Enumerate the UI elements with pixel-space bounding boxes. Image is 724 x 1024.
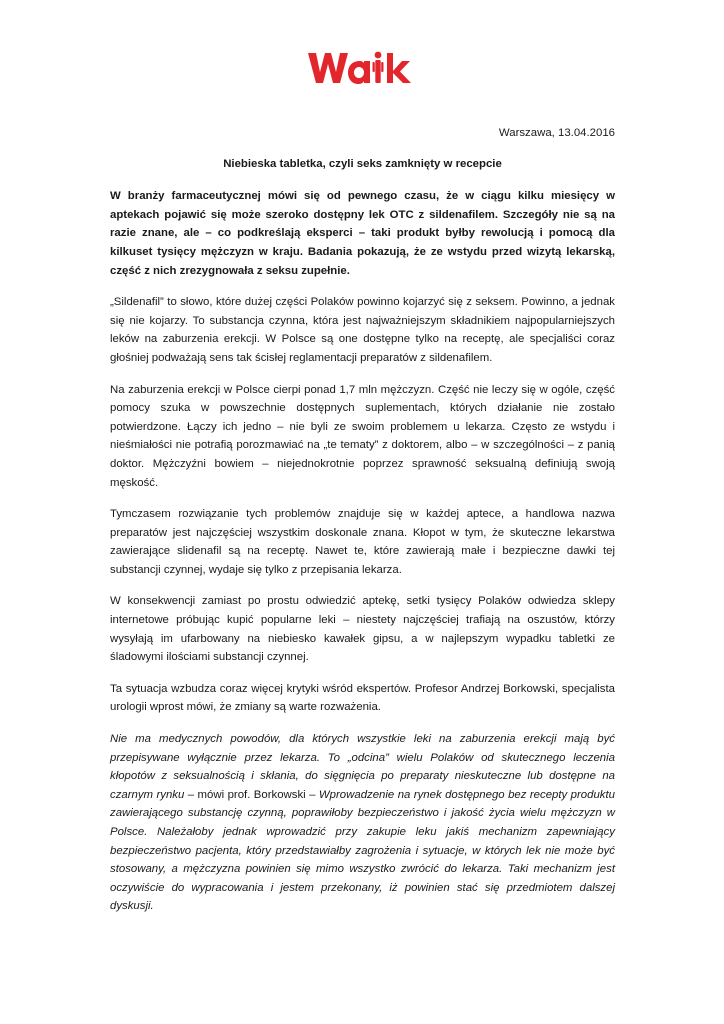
quote-attribution: mówi prof. Borkowski – [194,788,319,801]
quote-part-2: Wprowadzenie na rynek dostępnego bez recepty produktu zawierającego substancję czynną, poprawiłoby bezpieczeństwo i jakość życia wielu mężczyzn w Polsce. Należałoby jednak wprowadzić przy zakupie leku jakiś mechanizm zapewniający bezpieczeństwo pacjenta, który przedstawiałby zagrożenia i sytuacje, w których lek nie może być stosowany, a mężczyzna powinien się mimo wszystko zwrócić do lekarza. Taki mechanizm jest oczywiście do wypracowania i jestem przekonany, iż powinien stać się przedmiotem dalszej dyskusji. [110,788,615,913]
paragraph-solution: Tymczasem rozwiązanie tych problemów znajduje się w każdej aptece, a handlowa nazwa preparatów jest najczęściej wszystkim doskonale znana. Kłopot w tym, że skuteczne lekarstwa zawierające slidenafil są na receptę. Nawet te, które zawierają małe i bezpieczne dawki tej substancji czynnej, wydaje się tylko z przepisania lekarza. [110,508,615,576]
walk-logo [308,50,414,86]
walk-logo-graphic [308,50,414,86]
paragraph-sildenafil: „Sildenafil” to słowo, które dużej części Polaków powinno kojarzyć się z seksem. Powinno, a jednak się nie kojarzy. To substancja czynna, która jest najważniejszym składnikiem najpopularniejszych leków na zaburzenia erekcji. W Polsce są one dostępne tylko na receptę, ale specjaliści coraz głośniej podważają sens tak ścisłej reglamentacji preparatów z sildenafilem. [110,296,615,364]
press-release-body [110,124,615,916]
release-date: Warszawa, 13.04.2016 [498,127,615,139]
paragraph-expert-intro: Ta sytuacja wzbudza coraz więcej krytyki wśród ekspertów. Profesor Andrzej Borkowski, specjalista urologii wprost mówi, że zmiany są warte rozważenia. [110,682,615,714]
expert-quote [110,730,615,916]
article-lead: W branży farmaceutycznej mówi się od pewnego czasu, że w ciągu kilku miesięcy w aptekach pojawić się może szeroko dostępny lek OTC z sildenafilem. Szczegóły nie są na razie znane, ale – co podkreślają eksperci – taki produkt byłby rewolucją i pomocą dla kilkuset tysięcy mężczyzn w kraju. Badania pokazują, że ze wstydu przed wizytą lekarską, część z nich zrezygnowała z seksu zupełnie. [110,190,615,277]
quote-part-1: Nie ma medycznych powodów, dla których wszystkie leki na zaburzenia erekcji mają być przepisywane wyłącznie przez lekarza. To „odcina” wielu Polaków od skutecznego leczenia kłopotów z seksualnością i skłania, do sięgnięcia po preparaty nieskuteczne lub dostępne na czarnym rynku – [110,733,615,801]
paragraph-statistics: Na zaburzenia erekcji w Polsce cierpi ponad 1,7 mln mężczyzn. Część nie leczy się w ogóle, część pomocy szuka w powszechnie dostępnych suplementach, których działanie nie zostało potwierdzone. Łączy ich jedno – nie byli ze swoim problemem u lekarza. Często ze wstydu i nieśmiałości nie potrafią porozmawiać na „te tematy” z doktorem, albo – w szczególności – z panią doktor. Mężczyźni bowiem – niejednokrotnie poprzez sprawność seksualną definiują swoją męskość. [110,383,615,489]
article-title: Niebieska tabletka, czyli seks zamknięty w recepcie [223,157,502,170]
paragraph-consequences: W konsekwencji zamiast po prostu odwiedzić aptekę, setki tysięcy Polaków odwiedza sklepy internetowe próbując kupić popularne leki – niestety najczęściej trafiają na oszustów, którzy wysyłają im ufarbowany na niebiesko kawałek gipsu, a w najlepszym wypadku tabletki ze śladowymi ilościami substancji czynnej. [110,595,615,664]
